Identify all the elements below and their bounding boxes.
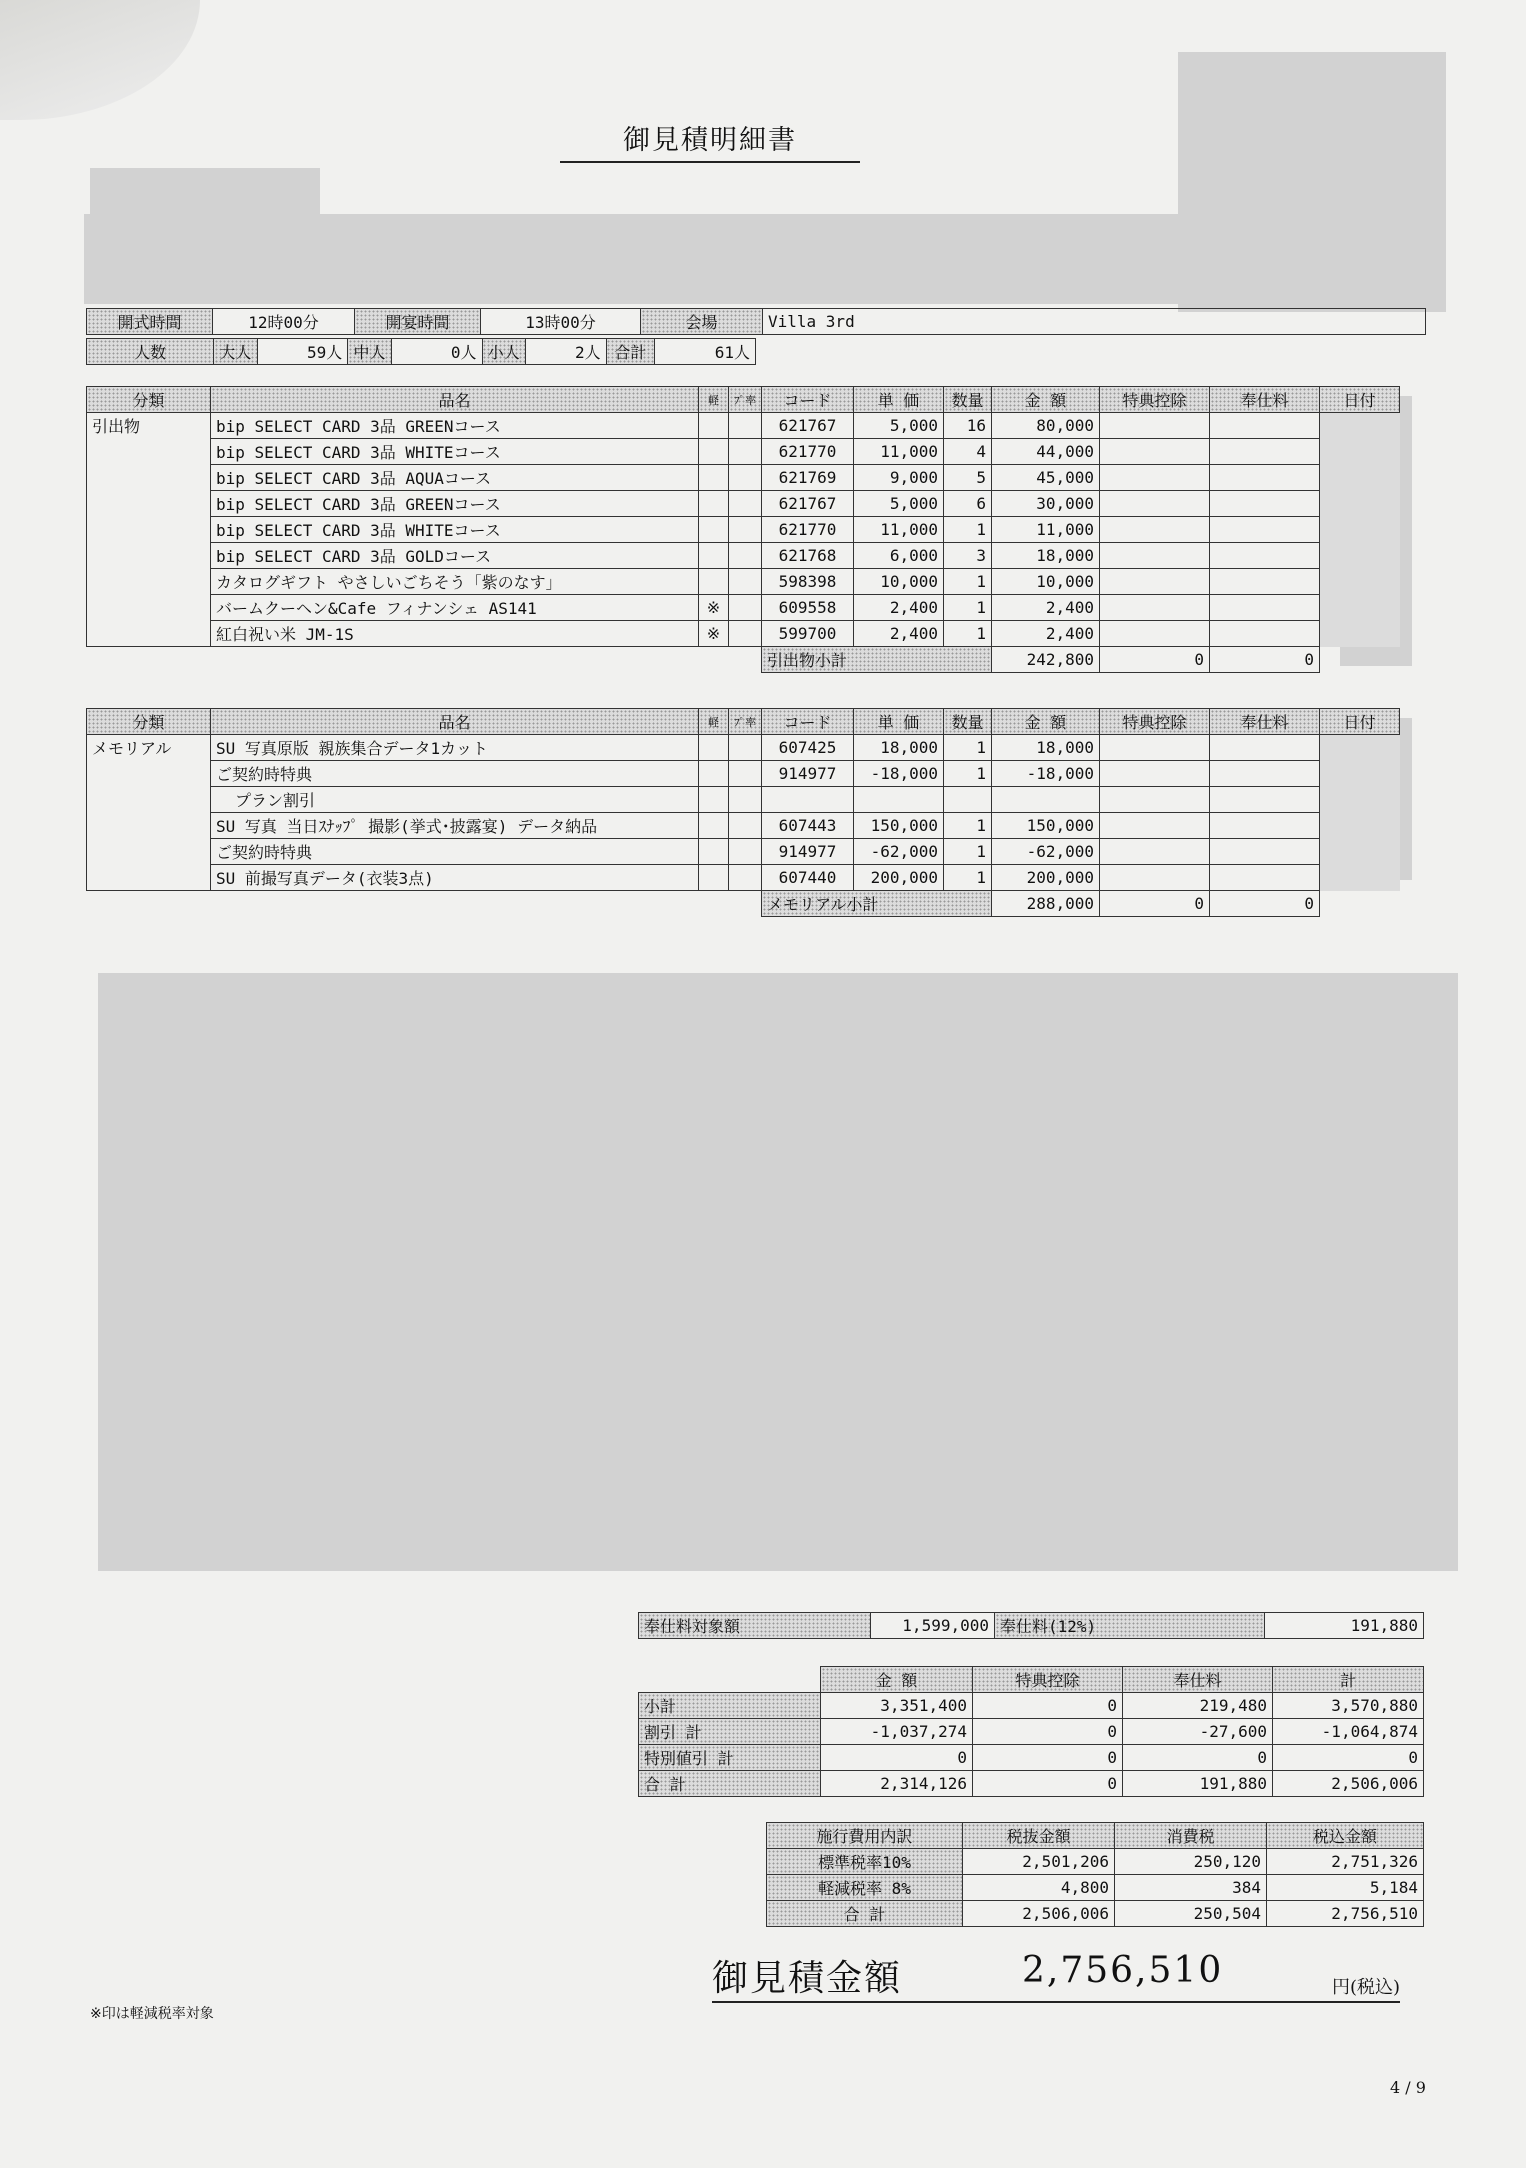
col-category: 分類 xyxy=(87,709,211,735)
estimate-total-amount: 2,756,510 xyxy=(1022,1950,1224,1991)
guest-count-table xyxy=(86,338,756,365)
item-code: 621767 xyxy=(762,413,854,439)
item-qty xyxy=(944,787,992,813)
item-code: 914977 xyxy=(762,761,854,787)
col-item: 品名 xyxy=(211,387,699,413)
summary-cell: 0 xyxy=(1273,1745,1424,1771)
event-info-table xyxy=(86,308,1426,335)
table-row xyxy=(87,465,1400,491)
tax-cell: 250,504 xyxy=(1115,1901,1267,1927)
reduced-mark xyxy=(699,439,729,465)
table-row xyxy=(87,865,1400,891)
reduced-mark xyxy=(699,517,729,543)
estimate-total xyxy=(712,1950,1400,2003)
total-count: 61人 xyxy=(655,339,756,365)
memorial-subtotal-benefit: 0 xyxy=(1100,891,1210,917)
middle-count: 0人 xyxy=(391,339,482,365)
item-price: 6,000 xyxy=(854,543,944,569)
item-qty: 4 xyxy=(944,439,992,465)
summary-label: 小計 xyxy=(639,1693,821,1719)
table-row xyxy=(87,621,1400,647)
summary-cell: 0 xyxy=(973,1771,1123,1797)
item-price: -62,000 xyxy=(854,839,944,865)
item-name: プラン割引 xyxy=(211,787,699,813)
item-code: 598398 xyxy=(762,569,854,595)
table-row xyxy=(87,517,1400,543)
item-qty: 1 xyxy=(944,569,992,595)
item-name: バームクーヘン&Cafe フィナンシェ AS141 xyxy=(211,595,699,621)
guests-label: 人数 xyxy=(87,339,214,365)
summary-cell: 3,570,880 xyxy=(1273,1693,1424,1719)
item-price xyxy=(854,787,944,813)
summary-cell: 2,314,126 xyxy=(821,1771,973,1797)
item-code: 621770 xyxy=(762,439,854,465)
service-charge-value: 191,880 xyxy=(1265,1613,1424,1639)
table-row xyxy=(87,787,1400,813)
item-price: 150,000 xyxy=(854,813,944,839)
item-qty: 1 xyxy=(944,621,992,647)
tax-cell: 2,751,326 xyxy=(1267,1849,1424,1875)
venue: Villa 3rd xyxy=(763,309,1426,335)
item-qty: 1 xyxy=(944,761,992,787)
item-code: 621767 xyxy=(762,491,854,517)
item-code: 914977 xyxy=(762,839,854,865)
col-qty: 数量 xyxy=(944,709,992,735)
tax-cell: 384 xyxy=(1115,1875,1267,1901)
item-amount: 44,000 xyxy=(992,439,1100,465)
item-code: 607425 xyxy=(762,735,854,761)
col-service: 奉仕料 xyxy=(1210,387,1320,413)
tax-cell: 250,120 xyxy=(1115,1849,1267,1875)
redaction-middle xyxy=(98,973,1458,1571)
summary-cell: 219,480 xyxy=(1123,1693,1273,1719)
col-reduced: 軽 xyxy=(699,709,729,735)
item-price: 5,000 xyxy=(854,491,944,517)
summary-table xyxy=(638,1666,1424,1797)
tax-header-pretax: 税抜金額 xyxy=(963,1823,1115,1849)
reduced-mark: ※ xyxy=(699,595,729,621)
child-count: 2人 xyxy=(525,339,606,365)
item-qty: 3 xyxy=(944,543,992,569)
item-name: bip SELECT CARD 3品 WHITEコース xyxy=(211,439,699,465)
summary-cell: 0 xyxy=(821,1745,973,1771)
table-row xyxy=(87,595,1400,621)
table-row xyxy=(87,813,1400,839)
summary-header-service: 奉仕料 xyxy=(1123,1667,1273,1693)
item-name: 紅白祝い米 JM-1S xyxy=(211,621,699,647)
item-name: ご契約時特典 xyxy=(211,761,699,787)
summary-cell: 0 xyxy=(973,1693,1123,1719)
reduced-mark xyxy=(699,491,729,517)
reduced-mark xyxy=(699,543,729,569)
summary-label: 合 計 xyxy=(639,1771,821,1797)
item-price: -18,000 xyxy=(854,761,944,787)
item-amount: 80,000 xyxy=(992,413,1100,439)
table-row xyxy=(767,1901,1424,1927)
item-code: 607443 xyxy=(762,813,854,839)
table-row xyxy=(87,413,1400,439)
item-amount: 200,000 xyxy=(992,865,1100,891)
item-amount: 2,400 xyxy=(992,595,1100,621)
item-price: 2,400 xyxy=(854,595,944,621)
ceremony-time-label: 開式時間 xyxy=(87,309,213,335)
item-name: bip SELECT CARD 3品 WHITEコース xyxy=(211,517,699,543)
item-price: 10,000 xyxy=(854,569,944,595)
item-name: ご契約時特典 xyxy=(211,839,699,865)
item-amount: 10,000 xyxy=(992,569,1100,595)
table-row xyxy=(87,735,1400,761)
reduced-mark xyxy=(699,413,729,439)
estimate-total-label: 御見積金額 xyxy=(712,1958,903,1999)
item-name: bip SELECT CARD 3品 GOLDコース xyxy=(211,543,699,569)
item-price: 9,000 xyxy=(854,465,944,491)
table-row xyxy=(87,761,1400,787)
item-amount: 18,000 xyxy=(992,543,1100,569)
summary-header-total: 計 xyxy=(1273,1667,1424,1693)
tax-cell: 5,184 xyxy=(1267,1875,1424,1901)
reduced-tax-note: ※印は軽減税率対象 xyxy=(90,2006,214,2022)
col-code: コード xyxy=(762,387,854,413)
tax-breakdown-table xyxy=(766,1822,1424,1927)
item-name: bip SELECT CARD 3品 GREENコース xyxy=(211,413,699,439)
total-label: 合計 xyxy=(606,339,654,365)
item-code: 621770 xyxy=(762,517,854,543)
item-amount: 11,000 xyxy=(992,517,1100,543)
item-code: 609558 xyxy=(762,595,854,621)
col-date: 日付 xyxy=(1320,387,1400,413)
memorial-subtotal: 288,000 xyxy=(992,891,1100,917)
gifts-table xyxy=(86,386,1400,673)
item-amount: 150,000 xyxy=(992,813,1100,839)
memorial-subtotal-service: 0 xyxy=(1210,891,1320,917)
item-code: 621768 xyxy=(762,543,854,569)
item-price: 18,000 xyxy=(854,735,944,761)
page-number: 4 / 9 xyxy=(1390,2078,1426,2097)
service-base: 1,599,000 xyxy=(871,1613,995,1639)
col-amount: 金 額 xyxy=(992,387,1100,413)
item-qty: 1 xyxy=(944,517,992,543)
item-amount: -18,000 xyxy=(992,761,1100,787)
reduced-mark xyxy=(699,465,729,491)
item-code xyxy=(762,787,854,813)
item-code: 607440 xyxy=(762,865,854,891)
summary-label: 割引 計 xyxy=(639,1719,821,1745)
adult-label: 大人 xyxy=(214,339,257,365)
service-charge-table xyxy=(638,1612,1424,1639)
tax-cell: 2,501,206 xyxy=(963,1849,1115,1875)
item-name: カタログギフト やさしいごちそう「紫のなす」 xyxy=(211,569,699,595)
summary-cell: -1,037,274 xyxy=(821,1719,973,1745)
item-name: SU 写真原版 親族集合データ1カット xyxy=(211,735,699,761)
subtotal-row xyxy=(87,891,1400,917)
item-amount: 45,000 xyxy=(992,465,1100,491)
summary-cell: 0 xyxy=(973,1719,1123,1745)
subtotal-row xyxy=(87,647,1400,673)
item-name: SU 前撮写真データ(衣装3点) xyxy=(211,865,699,891)
redaction-customer xyxy=(84,214,1446,304)
col-rate: ﾌﾟ率 xyxy=(729,387,762,413)
memorial-subtotal-label: メモリアル小計 xyxy=(762,891,992,917)
col-unit-price: 単 価 xyxy=(854,387,944,413)
summary-cell: 3,351,400 xyxy=(821,1693,973,1719)
summary-cell: 0 xyxy=(1123,1745,1273,1771)
item-name: SU 写真 当日ｽﾅｯﾌﾟ 撮影(挙式･披露宴) データ納品 xyxy=(211,813,699,839)
col-benefit: 特典控除 xyxy=(1100,387,1210,413)
col-amount: 金 額 xyxy=(992,709,1100,735)
table-row xyxy=(87,839,1400,865)
item-qty: 16 xyxy=(944,413,992,439)
item-qty: 6 xyxy=(944,491,992,517)
item-qty: 1 xyxy=(944,813,992,839)
ceremony-time: 12時00分 xyxy=(213,309,355,335)
reception-time: 13時00分 xyxy=(481,309,641,335)
item-price: 11,000 xyxy=(854,517,944,543)
col-date: 日付 xyxy=(1320,709,1400,735)
tax-label: 軽減税率 8% xyxy=(767,1875,963,1901)
item-qty: 1 xyxy=(944,839,992,865)
memorial-table xyxy=(86,708,1400,917)
item-code: 599700 xyxy=(762,621,854,647)
summary-cell: -1,064,874 xyxy=(1273,1719,1424,1745)
item-amount: 18,000 xyxy=(992,735,1100,761)
child-label: 小人 xyxy=(482,339,525,365)
summary-label: 特別値引 計 xyxy=(639,1745,821,1771)
table-row xyxy=(639,1745,1424,1771)
memorial-category: メモリアル xyxy=(87,735,211,891)
item-code: 621769 xyxy=(762,465,854,491)
gifts-subtotal-service: 0 xyxy=(1210,647,1320,673)
service-base-label: 奉仕料対象額 xyxy=(639,1613,871,1639)
col-service: 奉仕料 xyxy=(1210,709,1320,735)
col-code: コード xyxy=(762,709,854,735)
summary-header-amount: 金 額 xyxy=(821,1667,973,1693)
tax-header-total: 税込金額 xyxy=(1267,1823,1424,1849)
table-row xyxy=(639,1771,1424,1797)
item-amount xyxy=(992,787,1100,813)
summary-cell: 0 xyxy=(973,1745,1123,1771)
tax-header-tax: 消費税 xyxy=(1115,1823,1267,1849)
reception-time-label: 開宴時間 xyxy=(355,309,481,335)
item-qty: 1 xyxy=(944,865,992,891)
table-row xyxy=(87,439,1400,465)
tax-cell: 4,800 xyxy=(963,1875,1115,1901)
estimate-total-unit: 円(税込) xyxy=(1331,1977,1400,1998)
tax-header-breakdown: 施行費用内訳 xyxy=(767,1823,963,1849)
table-row xyxy=(767,1875,1424,1901)
gifts-subtotal-label: 引出物小計 xyxy=(762,647,992,673)
gifts-category: 引出物 xyxy=(87,413,211,647)
item-qty: 1 xyxy=(944,595,992,621)
tax-label: 標準税率10% xyxy=(767,1849,963,1875)
reduced-mark: ※ xyxy=(699,621,729,647)
table-row xyxy=(87,543,1400,569)
col-qty: 数量 xyxy=(944,387,992,413)
summary-cell: 191,880 xyxy=(1123,1771,1273,1797)
item-price: 11,000 xyxy=(854,439,944,465)
table-row xyxy=(767,1849,1424,1875)
item-name: bip SELECT CARD 3品 GREENコース xyxy=(211,491,699,517)
gifts-subtotal: 242,800 xyxy=(992,647,1100,673)
item-name: bip SELECT CARD 3品 AQUAコース xyxy=(211,465,699,491)
item-amount: 30,000 xyxy=(992,491,1100,517)
reduced-mark xyxy=(699,569,729,595)
venue-label: 会場 xyxy=(641,309,763,335)
col-reduced: 軽 xyxy=(699,387,729,413)
service-rate-label: 奉仕料(12%) xyxy=(995,1613,1265,1639)
item-qty: 5 xyxy=(944,465,992,491)
item-qty: 1 xyxy=(944,735,992,761)
gifts-subtotal-benefit: 0 xyxy=(1100,647,1210,673)
col-item: 品名 xyxy=(211,709,699,735)
item-amount: 2,400 xyxy=(992,621,1100,647)
col-unit-price: 単 価 xyxy=(854,709,944,735)
middle-label: 中人 xyxy=(348,339,391,365)
col-benefit: 特典控除 xyxy=(1100,709,1210,735)
summary-cell: 2,506,006 xyxy=(1273,1771,1424,1797)
adult-count: 59人 xyxy=(257,339,348,365)
page-fold xyxy=(0,0,200,120)
table-row xyxy=(639,1719,1424,1745)
table-row xyxy=(639,1693,1424,1719)
tax-cell: 2,756,510 xyxy=(1267,1901,1424,1927)
col-category: 分類 xyxy=(87,387,211,413)
item-price: 200,000 xyxy=(854,865,944,891)
item-price: 2,400 xyxy=(854,621,944,647)
table-row xyxy=(87,491,1400,517)
item-amount: -62,000 xyxy=(992,839,1100,865)
table-row xyxy=(87,569,1400,595)
tax-cell: 2,506,006 xyxy=(963,1901,1115,1927)
tax-label: 合 計 xyxy=(767,1901,963,1927)
col-rate: ﾌﾟ率 xyxy=(729,709,762,735)
page-title: 御見積明細書 xyxy=(560,118,860,163)
summary-header-benefit: 特典控除 xyxy=(973,1667,1123,1693)
item-price: 5,000 xyxy=(854,413,944,439)
summary-cell: -27,600 xyxy=(1123,1719,1273,1745)
